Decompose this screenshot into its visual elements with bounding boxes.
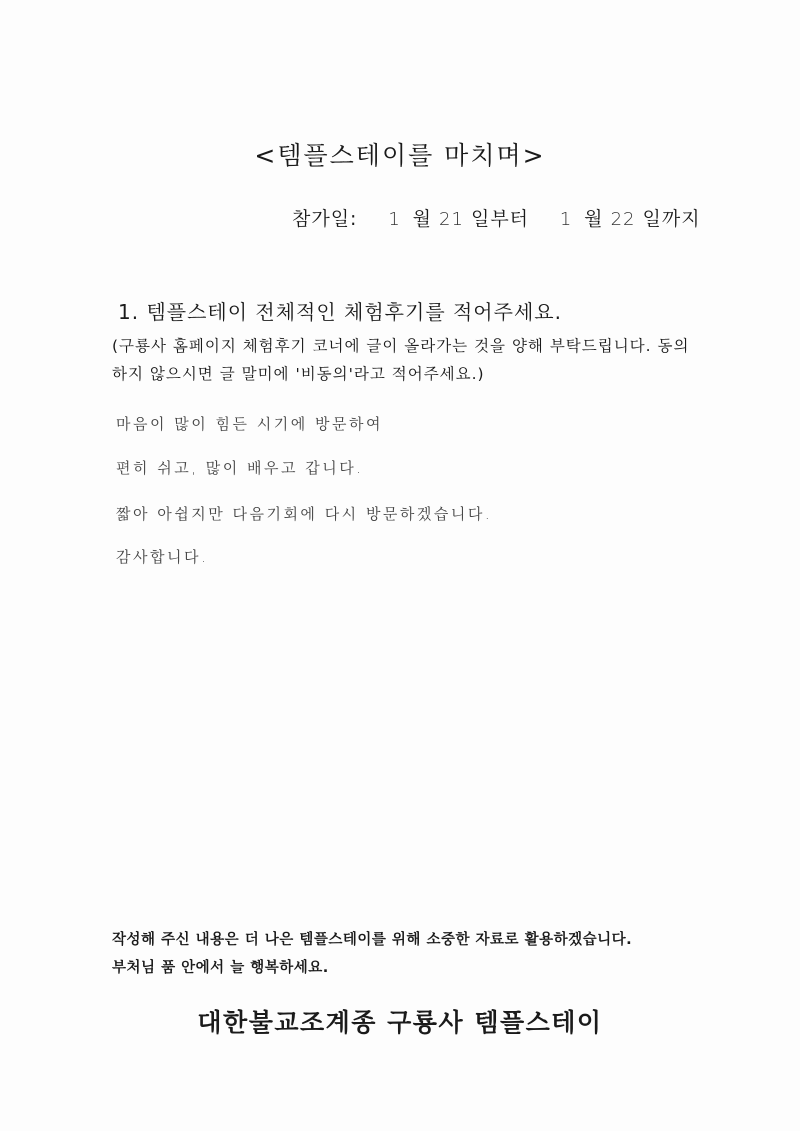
organization-name: 대한불교조계종 구룡사 템플스테이 (197, 1008, 603, 1037)
participation-date-line (292, 204, 701, 231)
handwritten-answer-line: 짧아 아쉽지만 다음기회에 다시 방문하겠습니다. (116, 505, 493, 523)
handwritten-answer-line: 감사합니다. (116, 548, 209, 566)
start-month-value: 1 (388, 209, 401, 230)
month-unit-end: 월 (584, 208, 604, 230)
end-day-value: 22 (610, 209, 636, 230)
question-1: 1. 템플스테이 전체적인 체험후기를 적어주세요. (118, 300, 562, 324)
question-1-note: (구룡사 홈페이지 체험후기 코너에 글이 올라가는 것을 양해 부탁드립니다. 동의하지 않으시면 글 말미에 '비동의'라고 적어주세요.) (112, 337, 690, 383)
from-label: 일부터 (470, 208, 530, 230)
footer-blessing-line: 부처님 품 안에서 늘 행복하세요. (112, 960, 329, 976)
month-unit-start: 월 (412, 208, 432, 230)
end-month-value: 1 (559, 209, 573, 230)
start-day-value: 21 (439, 209, 464, 230)
participation-label: 참가일: (292, 208, 358, 230)
until-label: 일까지 (642, 208, 701, 230)
page-title: <템플스테이를 마치며> (254, 141, 546, 170)
footer-thanks-line: 작성해 주신 내용은 더 나은 템플스테이를 위해 소중한 자료로 활용하겠습니다. (112, 932, 633, 948)
handwritten-answer-line: 마음이 많이 힘든 시기에 방문하여 (116, 415, 383, 433)
handwritten-answer-line: 편히 쉬고, 많이 배우고 갑니다. (116, 459, 364, 477)
